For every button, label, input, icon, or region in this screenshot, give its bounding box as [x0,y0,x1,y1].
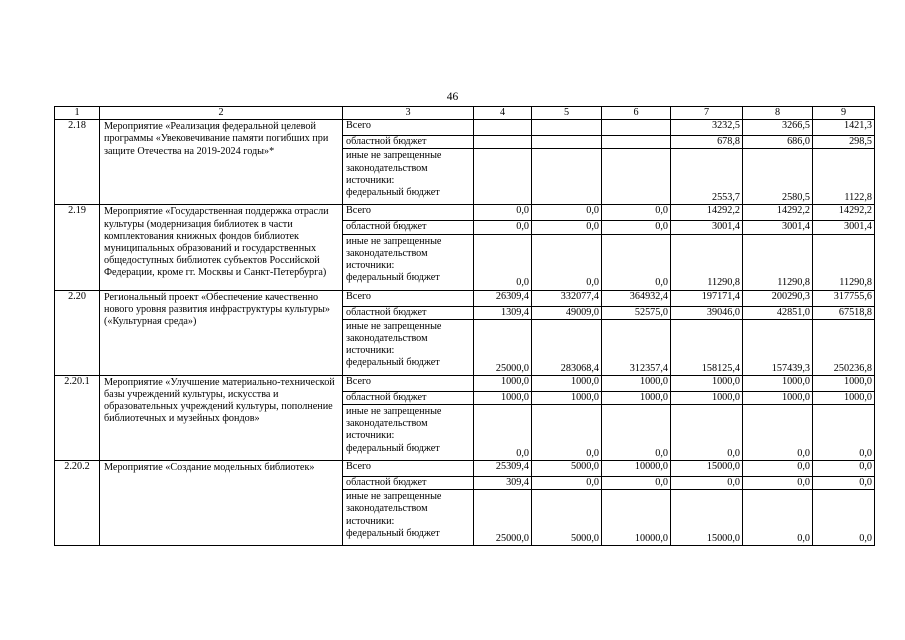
value-cell-regional: 686,0 [743,136,813,149]
source-label-other-line: законодательством [346,247,428,259]
value-cell-federal: 312357,4 [602,319,671,375]
item-number: 2.20.2 [55,461,100,546]
value-cell-federal: 1122,8 [813,149,875,205]
value-cell-federal: 0,0 [532,234,602,290]
header-cell-6: 6 [602,107,671,120]
value-cell-total: 200290,3 [743,290,813,306]
value-cell-federal: 2553,7 [671,149,743,205]
value-cell-regional: 0,0 [532,221,602,234]
item-number: 2.20.1 [55,375,100,460]
value-cell-total: 317755,6 [813,290,875,306]
value-cell-regional: 1000,0 [602,391,671,404]
value-cell-total: 3232,5 [671,120,743,136]
table-row [55,120,875,136]
value-cell-regional: 0,0 [671,477,743,490]
value-cell-total: 1000,0 [532,375,602,391]
source-label-other-line: иные не запрещенные [346,491,442,503]
source-label-total: Всего [343,205,474,221]
header-cell-4: 4 [474,107,532,120]
value-cell-federal: 25000,0 [474,490,532,546]
value-cell-total: 364932,4 [602,290,671,306]
value-cell-federal: 158125,4 [671,319,743,375]
value-cell-federal: 0,0 [602,234,671,290]
source-label-other-line: иные не запрещенные [346,150,442,162]
value-cell-federal: 0,0 [743,405,813,461]
value-cell-regional: 42851,0 [743,306,813,319]
value-cell-federal [474,149,532,205]
value-cell-total: 14292,2 [813,205,875,221]
value-cell-regional: 3001,4 [813,221,875,234]
value-cell-total: 0,0 [813,461,875,477]
value-cell-total: 0,0 [532,205,602,221]
item-number: 2.20 [55,290,100,375]
source-label-regional: областной бюджет [343,306,474,319]
source-label-other-line: источники: [346,260,395,272]
value-cell-regional: 49009,0 [532,306,602,319]
value-cell-total: 15000,0 [671,461,743,477]
source-label-total: Всего [343,290,474,306]
value-cell-regional: 0,0 [602,477,671,490]
value-cell-total: 1000,0 [743,375,813,391]
source-label-total: Всего [343,461,474,477]
source-label-other [343,319,474,375]
source-label-other-line: иные не запрещенные [346,235,442,247]
value-cell-total: 0,0 [602,205,671,221]
header-cell-7: 7 [671,107,743,120]
source-label-other-line: источники: [346,174,395,186]
header-cell-9: 9 [813,107,875,120]
budget-table [54,106,875,546]
value-cell-federal: 0,0 [671,405,743,461]
value-cell-federal: 0,0 [602,405,671,461]
value-cell-total: 1421,3 [813,120,875,136]
value-cell-regional: 1000,0 [743,391,813,404]
source-label-other [343,149,474,205]
source-label-regional: областной бюджет [343,391,474,404]
value-cell-total: 0,0 [743,461,813,477]
item-number: 2.19 [55,205,100,290]
value-cell-federal: 11290,8 [743,234,813,290]
value-cell-regional: 678,8 [671,136,743,149]
value-cell-federal: 250236,8 [813,319,875,375]
value-cell-total: 1000,0 [602,375,671,391]
source-label-total: Всего [343,375,474,391]
value-cell-regional: 39046,0 [671,306,743,319]
value-cell-regional: 67518,8 [813,306,875,319]
value-cell-regional [532,136,602,149]
value-cell-federal: 15000,0 [671,490,743,546]
source-label-other [343,405,474,461]
page-number: 46 [446,91,459,103]
source-label-other-line: законодательством [346,503,428,515]
source-label-regional: областной бюджет [343,477,474,490]
source-label-regional: областной бюджет [343,221,474,234]
value-cell-federal: 0,0 [532,405,602,461]
source-label-other [343,490,474,546]
value-cell-federal: 2580,5 [743,149,813,205]
value-cell-total [602,120,671,136]
value-cell-regional: 0,0 [602,221,671,234]
value-cell-total: 10000,0 [602,461,671,477]
value-cell-total: 332077,4 [532,290,602,306]
value-cell-regional: 3001,4 [743,221,813,234]
value-cell-total: 3266,5 [743,120,813,136]
value-cell-regional: 52575,0 [602,306,671,319]
item-name: Мероприятие «Улучшение материально-технической базы учреждений культуры, искусства и образовательных учреждений культуры, пополнение библиотечных и музейных фондов» [100,375,343,460]
value-cell-regional: 1000,0 [671,391,743,404]
value-cell-regional: 3001,4 [671,221,743,234]
header-row [55,107,875,120]
table-row [55,290,875,306]
source-label-other-line: источники: [346,430,395,442]
value-cell-regional [602,136,671,149]
header-cell-1: 1 [55,107,100,120]
value-cell-total: 1000,0 [474,375,532,391]
source-label-other-line: законодательством [346,333,428,345]
table-row [55,205,875,221]
source-label-federal: федеральный бюджет [346,527,440,539]
value-cell-total: 197171,4 [671,290,743,306]
source-label-federal: федеральный бюджет [346,357,440,369]
value-cell-total [532,120,602,136]
source-label-other-line: иные не запрещенные [346,406,442,418]
table-row [55,461,875,477]
source-label-federal: федеральный бюджет [346,442,440,454]
value-cell-regional: 0,0 [474,221,532,234]
value-cell-total: 14292,2 [671,205,743,221]
value-cell-federal: 11290,8 [813,234,875,290]
value-cell-total: 26309,4 [474,290,532,306]
item-name: Мероприятие «Реализация федеральной целевой программы «Увековечивание памяти погибших при защите Отечества на 2019-2024 годы»* [100,120,343,205]
value-cell-total: 1000,0 [813,375,875,391]
value-cell-federal: 11290,8 [671,234,743,290]
value-cell-total [474,120,532,136]
value-cell-federal: 10000,0 [602,490,671,546]
value-cell-regional: 1000,0 [813,391,875,404]
item-name: Региональный проект «Обеспечение качественно нового уровня развития инфраструктуры культуры» («Культурная среда») [100,290,343,375]
source-label-other-line: источники: [346,345,395,357]
source-label-other-line: законодательством [346,418,428,430]
value-cell-federal: 0,0 [474,234,532,290]
header-cell-5: 5 [532,107,602,120]
source-label-other [343,234,474,290]
value-cell-federal: 25000,0 [474,319,532,375]
header-cell-8: 8 [743,107,813,120]
value-cell-regional: 0,0 [813,477,875,490]
header-cell-2: 2 [100,107,343,120]
value-cell-regional: 0,0 [532,477,602,490]
value-cell-regional: 298,5 [813,136,875,149]
value-cell-federal: 5000,0 [532,490,602,546]
value-cell-federal: 0,0 [743,490,813,546]
table-row [55,375,875,391]
value-cell-regional: 1309,4 [474,306,532,319]
value-cell-federal: 283068,4 [532,319,602,375]
value-cell-federal: 0,0 [813,490,875,546]
value-cell-federal [602,149,671,205]
source-label-federal: федеральный бюджет [346,187,440,199]
source-label-other-line: законодательством [346,162,428,174]
value-cell-regional: 1000,0 [474,391,532,404]
value-cell-federal: 157439,3 [743,319,813,375]
header-cell-3: 3 [343,107,474,120]
source-label-regional: областной бюджет [343,136,474,149]
source-label-total: Всего [343,120,474,136]
source-label-other-line: источники: [346,515,395,527]
value-cell-total: 5000,0 [532,461,602,477]
value-cell-total: 14292,2 [743,205,813,221]
value-cell-regional: 309,4 [474,477,532,490]
value-cell-federal [532,149,602,205]
item-name: Мероприятие «Государственная поддержка отрасли культуры (модернизация библиотек в части комплектования книжных фондов библиотек муниципальных образований и государственных общедоступных библиотек субъектов Российской Федерации, кроме гг. Москвы и Санкт-Петербурга) [100,205,343,290]
value-cell-regional [474,136,532,149]
item-name: Мероприятие «Создание модельных библиотек» [100,461,343,546]
value-cell-total: 1000,0 [671,375,743,391]
value-cell-federal: 0,0 [813,405,875,461]
value-cell-federal: 0,0 [474,405,532,461]
value-cell-regional: 1000,0 [532,391,602,404]
source-label-federal: федеральный бюджет [346,272,440,284]
value-cell-total: 25309,4 [474,461,532,477]
value-cell-total: 0,0 [474,205,532,221]
item-number: 2.18 [55,120,100,205]
source-label-other-line: иные не запрещенные [346,320,442,332]
value-cell-regional: 0,0 [743,477,813,490]
